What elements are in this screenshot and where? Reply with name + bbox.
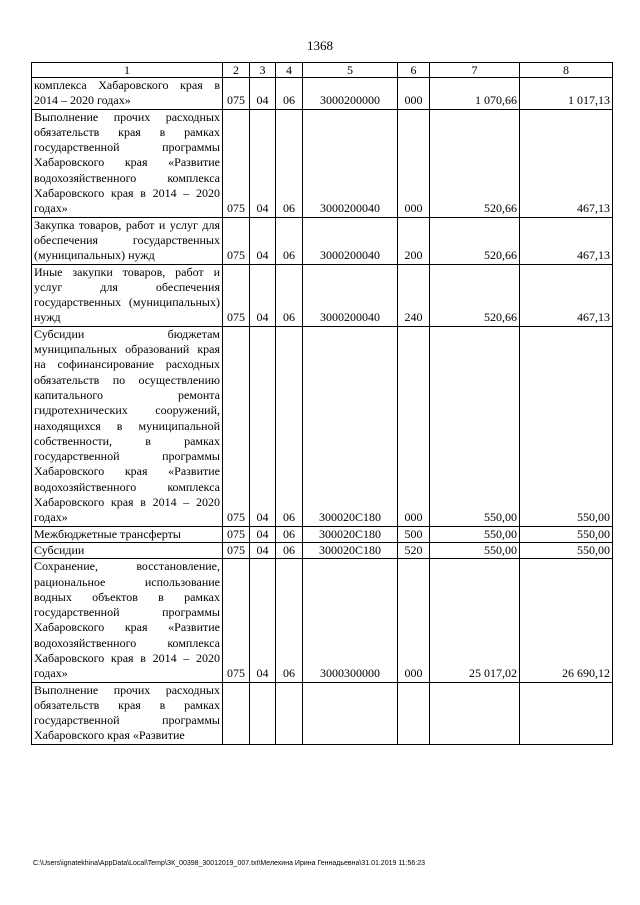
section-code bbox=[250, 682, 276, 744]
row-name: комплекса Хабаровского края в 2014 – 2020 годах» bbox=[32, 78, 223, 110]
amount-col8: 1 017,13 bbox=[520, 78, 613, 110]
amount-col8: 550,00 bbox=[520, 326, 613, 526]
ministry-code: 075 bbox=[223, 109, 250, 217]
row-name: Субсидии bbox=[32, 542, 223, 558]
table-row bbox=[32, 526, 613, 542]
ministry-code: 075 bbox=[223, 542, 250, 558]
subsection-code: 06 bbox=[276, 78, 303, 110]
subsection-code bbox=[276, 682, 303, 744]
target-article-code: 3000200000 bbox=[303, 78, 398, 110]
ministry-code: 075 bbox=[223, 559, 250, 682]
amount-col7: 1 070,66 bbox=[430, 78, 520, 110]
amount-col7: 520,66 bbox=[430, 217, 520, 264]
amount-col8: 26 690,12 bbox=[520, 559, 613, 682]
subsection-code: 06 bbox=[276, 326, 303, 526]
column-header: 2 bbox=[223, 63, 250, 78]
row-name: Выполнение прочих расходных обязательств края в рамках государственной программы Хабаровского края «Развитие водохозяйственного комплекса Хабаровского края в 2014 – 2020 годах» bbox=[32, 109, 223, 217]
amount-col7: 25 017,02 bbox=[430, 559, 520, 682]
target-article-code: 300020С180 bbox=[303, 542, 398, 558]
expense-type-code bbox=[398, 682, 430, 744]
row-name: Закупка товаров, работ и услуг для обеспечения государственных (муниципальных) нужд bbox=[32, 217, 223, 264]
amount-col8: 550,00 bbox=[520, 542, 613, 558]
table-row bbox=[32, 682, 613, 744]
subsection-code: 06 bbox=[276, 526, 303, 542]
row-name: Межбюджетные трансферты bbox=[32, 526, 223, 542]
table-row bbox=[32, 326, 613, 526]
ministry-code: 075 bbox=[223, 264, 250, 326]
section-code: 04 bbox=[250, 109, 276, 217]
amount-col8: 467,13 bbox=[520, 109, 613, 217]
amount-col7: 520,66 bbox=[430, 264, 520, 326]
ministry-code: 075 bbox=[223, 326, 250, 526]
amount-col7: 550,00 bbox=[430, 526, 520, 542]
expense-type-code: 240 bbox=[398, 264, 430, 326]
column-header: 8 bbox=[520, 63, 613, 78]
subsection-code: 06 bbox=[276, 217, 303, 264]
file-path-footer: C:\Users\ignatekhina\AppData\Local\Temp\ЗК_00398_30012019_007.txt\Мелехина Ирина Геннадьевна\31.01.2019 11:56:23 bbox=[33, 860, 426, 867]
subsection-code: 06 bbox=[276, 109, 303, 217]
expense-type-code: 000 bbox=[398, 109, 430, 217]
table-row bbox=[32, 264, 613, 326]
section-code: 04 bbox=[250, 264, 276, 326]
column-header: 7 bbox=[430, 63, 520, 78]
subsection-code: 06 bbox=[276, 542, 303, 558]
target-article-code bbox=[303, 682, 398, 744]
ministry-code: 075 bbox=[223, 217, 250, 264]
subsection-code: 06 bbox=[276, 559, 303, 682]
table-row bbox=[32, 78, 613, 110]
target-article-code: 300020С180 bbox=[303, 326, 398, 526]
table-row bbox=[32, 542, 613, 558]
section-code: 04 bbox=[250, 78, 276, 110]
ministry-code bbox=[223, 682, 250, 744]
ministry-code: 075 bbox=[223, 526, 250, 542]
amount-col7 bbox=[430, 682, 520, 744]
row-name: Выполнение прочих расходных обязательств края в рамках государственной программы Хабаровского края «Развитие bbox=[32, 682, 223, 744]
amount-col7: 520,66 bbox=[430, 109, 520, 217]
amount-col8: 467,13 bbox=[520, 264, 613, 326]
table-row bbox=[32, 109, 613, 217]
budget-table bbox=[31, 62, 613, 745]
target-article-code: 3000200040 bbox=[303, 264, 398, 326]
expense-type-code: 520 bbox=[398, 542, 430, 558]
header-row bbox=[32, 63, 613, 78]
expense-type-code: 000 bbox=[398, 326, 430, 526]
expense-type-code: 000 bbox=[398, 78, 430, 110]
section-code: 04 bbox=[250, 217, 276, 264]
column-header: 1 bbox=[32, 63, 223, 78]
column-header: 3 bbox=[250, 63, 276, 78]
section-code: 04 bbox=[250, 326, 276, 526]
target-article-code: 300020С180 bbox=[303, 526, 398, 542]
ministry-code: 075 bbox=[223, 78, 250, 110]
target-article-code: 3000200040 bbox=[303, 217, 398, 264]
page-number: 1368 bbox=[307, 38, 333, 53]
target-article-code: 3000200040 bbox=[303, 109, 398, 217]
column-header: 5 bbox=[303, 63, 398, 78]
expense-type-code: 200 bbox=[398, 217, 430, 264]
row-name: Иные закупки товаров, работ и услуг для обеспечения государственных (муниципальных) нужд bbox=[32, 264, 223, 326]
row-name: Сохранение, восстановление, рациональное использование водных объектов в рамках государственной программы Хабаровского края «Развитие водохозяйственного комплекса Хабаровского края в 2014 – 2020 годах» bbox=[32, 559, 223, 682]
table-row bbox=[32, 559, 613, 682]
amount-col7: 550,00 bbox=[430, 542, 520, 558]
target-article-code: 3000300000 bbox=[303, 559, 398, 682]
section-code: 04 bbox=[250, 542, 276, 558]
row-name: Субсидии бюджетам муниципальных образований края на софинансирование расходных обязательств по осуществлению капитального ремонта гидротехнических сооружений, находящихся в муниципальной собственности, в рамках государственной программы Хабаровского края «Развитие водохозяйственного комплекса Хабаровского края в 2014 – 2020 годах» bbox=[32, 326, 223, 526]
amount-col8 bbox=[520, 682, 613, 744]
amount-col7: 550,00 bbox=[430, 326, 520, 526]
column-header: 6 bbox=[398, 63, 430, 78]
expense-type-code: 000 bbox=[398, 559, 430, 682]
expense-type-code: 500 bbox=[398, 526, 430, 542]
amount-col8: 550,00 bbox=[520, 526, 613, 542]
amount-col8: 467,13 bbox=[520, 217, 613, 264]
section-code: 04 bbox=[250, 526, 276, 542]
table-row bbox=[32, 217, 613, 264]
subsection-code: 06 bbox=[276, 264, 303, 326]
section-code: 04 bbox=[250, 559, 276, 682]
column-header: 4 bbox=[276, 63, 303, 78]
